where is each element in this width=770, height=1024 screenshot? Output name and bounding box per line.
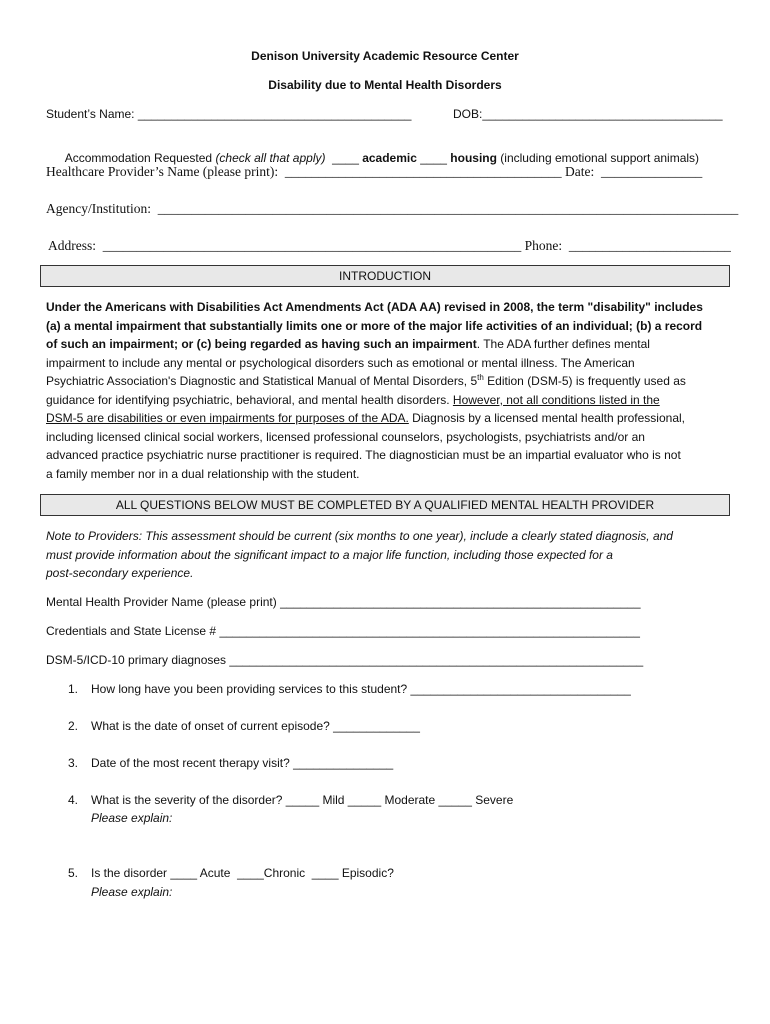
introduction-header: INTRODUCTION [40, 265, 730, 287]
accommodation-instruction: (check all that apply) [215, 151, 326, 165]
question-severity[interactable]: What is the severity of the disorder? _____ Mild _____ Moderate _____ Severe [91, 793, 514, 807]
severity-explain-label: Please explain: [91, 811, 173, 825]
academic-checkbox-blank[interactable]: ____ [325, 151, 363, 165]
note-line: post-secondary experience. [46, 566, 194, 580]
housing-checkbox-blank[interactable]: ____ [416, 151, 451, 165]
provider-note [46, 527, 726, 583]
introduction-paragraph [46, 298, 726, 483]
question-therapy-visit[interactable]: Date of the most recent therapy visit? _______________ [91, 756, 394, 770]
disorder-type-explain-label: Please explain: [91, 885, 173, 899]
question-onset-date[interactable]: What is the date of onset of current episode? _____________ [91, 719, 420, 733]
agency-field[interactable]: Agency/Institution: ______________________________________________________________________________________ [46, 201, 739, 216]
intro-line: DSM-5 are disabilities or even impairments for purposes of the ADA. Diagnosis by a licensed mental health professional, [46, 411, 685, 425]
intro-line: impairment to include any mental or psychological disorders such as emotional or mental illness. The American [46, 355, 635, 370]
intro-line: including licensed clinical social workers, licensed professional counselors, psychologists, psychiatrists and/or an [46, 429, 645, 444]
question-disorder-type[interactable]: Is the disorder ____ Acute ____Chronic ____ Episodic? [91, 866, 394, 880]
student-name-field[interactable]: Student’s Name: _________________________________________ [46, 107, 412, 121]
question-number: 1. [68, 682, 79, 696]
intro-line: guidance for identifying psychiatric, behavioral, and mental health disorders. However, not all conditions listed in the [46, 392, 660, 407]
dob-field[interactable]: DOB:____________________________________ [453, 107, 723, 121]
intro-line: Under the Americans with Disabilities Act Amendments Act (ADA AA) revised in 2008, the term "disability" includes [46, 300, 703, 314]
intro-line: advanced practice psychiatric nurse practitioner is required. The diagnostician must be an impartial evaluator who is not [46, 448, 681, 462]
primary-diagnoses-field[interactable]: DSM-5/ICD-10 primary diagnoses ______________________________________________________________ [46, 653, 644, 667]
question-number: 2. [68, 719, 79, 733]
intro-line: a family member nor in a dual relationship with the student. [46, 466, 360, 481]
mh-provider-name-field[interactable]: Mental Health Provider Name (please print) ______________________________________________________ [46, 595, 641, 609]
note-line: must provide information about the significant impact to a major life function, including those expected for a [46, 547, 613, 562]
housing-note: (including emotional support animals) [496, 151, 700, 165]
note-line: Note to Providers: This assessment should be current (six months to one year), include a clearly stated diagnosis, and [46, 529, 673, 543]
form-title: Denison University Academic Resource Center [251, 49, 519, 63]
question-number: 3. [68, 756, 79, 770]
form-subtitle: Disability due to Mental Health Disorders [268, 78, 502, 92]
credentials-license-field[interactable]: Credentials and State License # _______________________________________________________________ [46, 624, 640, 638]
intro-line: of such an impairment; or (c) being regarded as having such an impairment. The ADA further defines mental [46, 337, 650, 351]
intro-line: (a) a mental impairment that substantially limits one or more of the major life activities of an individual; (b) a record [46, 318, 703, 333]
address-phone-field[interactable]: Address: ______________________________________________________________ Phone: ________________________ [48, 238, 731, 253]
question-number: 4. [68, 793, 79, 807]
academic-option: academic [362, 151, 417, 165]
provider-name-date-field[interactable]: Healthcare Provider’s Name (please print): _________________________________________ Date: _______________ [46, 164, 703, 179]
accommodation-label: Accommodation Requested [64, 151, 216, 165]
housing-option: housing [450, 151, 497, 165]
questions-header: ALL QUESTIONS BELOW MUST BE COMPLETED BY A QUALIFIED MENTAL HEALTH PROVIDER [40, 494, 730, 516]
question-services-duration[interactable]: How long have you been providing services to this student? _________________________________ [91, 682, 631, 696]
intro-line: Psychiatric Association's Diagnostic and Statistical Manual of Mental Disorders, 5th Edition (DSM-5) is frequently used as [46, 373, 686, 388]
question-number: 5. [68, 866, 79, 880]
